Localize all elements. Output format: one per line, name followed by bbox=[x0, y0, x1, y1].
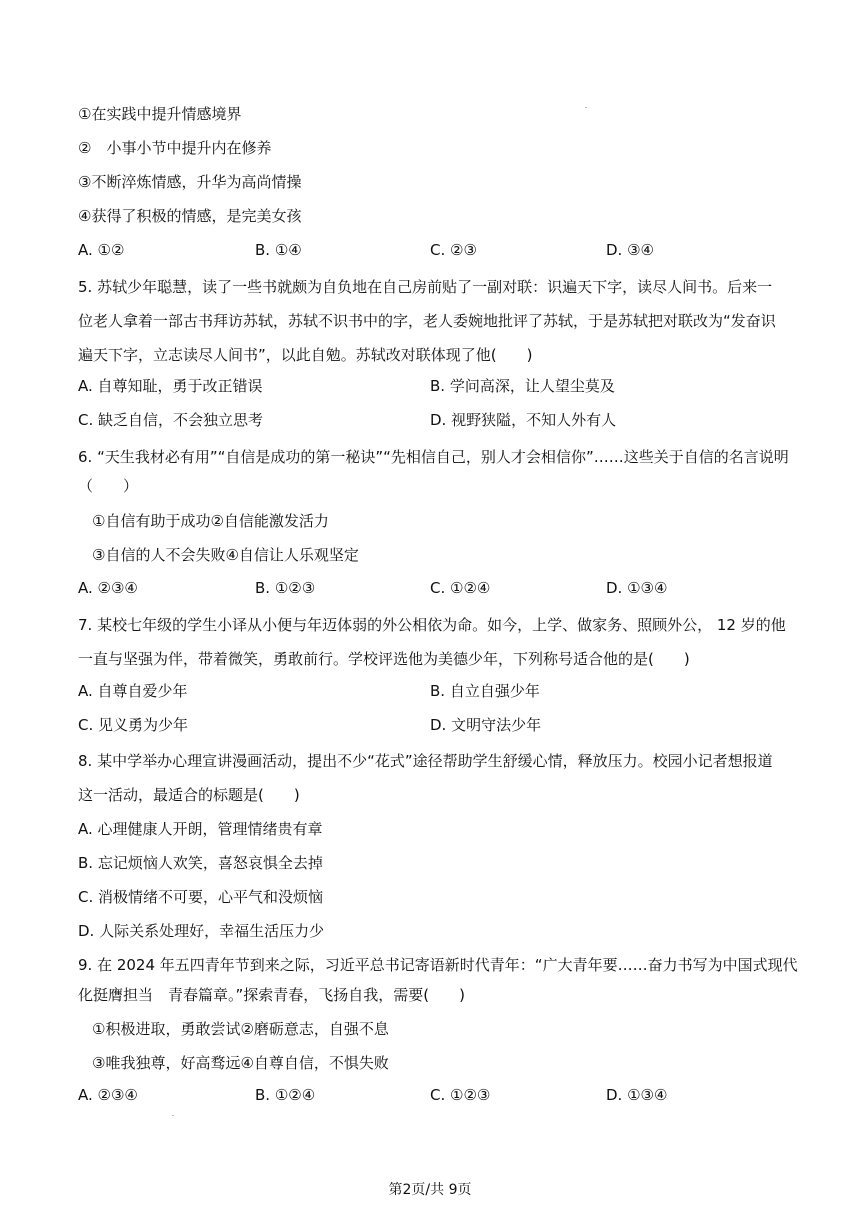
question-9-text: 9. 在 2024 年五四青年节到来之际，习近平总书记寄语新时代青年：“广大青年要……奋力书写为中国式现代 bbox=[78, 956, 798, 974]
question-6-text: （ ） bbox=[78, 477, 139, 495]
option-c[interactable]: C. ①②③ bbox=[430, 1086, 491, 1104]
option-b[interactable]: B. 忘记烦恼人欢笑，喜怒哀惧全去掉 bbox=[78, 854, 323, 872]
statement-line: ①积极进取，勇敢尝试②磨砺意志，自强不息 bbox=[92, 1020, 389, 1038]
option-b[interactable]: B. 自立自强少年 bbox=[430, 682, 540, 700]
question-7-text: 7. 某校七年级的学生小译从小便与年迈体弱的外公相依为命。如今，上学、做家务、照顾外公， 12 岁的他 bbox=[78, 616, 786, 634]
option-d[interactable]: D. ①③④ bbox=[606, 579, 668, 597]
scan-speck bbox=[585, 107, 587, 108]
option-a[interactable]: A. 自尊知耻，勇于改正错误 bbox=[78, 377, 263, 395]
option-b[interactable]: B. ①②④ bbox=[255, 1086, 316, 1104]
option-a[interactable]: A. ②③④ bbox=[78, 579, 138, 597]
option-c[interactable]: C. 见义勇为少年 bbox=[78, 716, 189, 734]
question-6-text: 6. “天生我材必有用”“自信是成功的第一秘诀”“先相信自己，别人才会相信你”……这些关于自信的名言说明 bbox=[78, 448, 789, 466]
option-c[interactable]: C. 缺乏自信，不会独立思考 bbox=[78, 411, 264, 429]
option-d[interactable]: D. 人际关系处理好，幸福生活压力少 bbox=[78, 922, 325, 940]
question-7-text: 一直与坚强为伴，带着微笑，勇敢前行。学校评选他为美德少年，下列称号适合他的是( ) bbox=[78, 650, 690, 668]
statement-4: ④获得了积极的情感，是完美女孩 bbox=[78, 207, 302, 225]
option-c[interactable]: C. ②③ bbox=[430, 241, 477, 259]
statement-line: ③唯我独尊，好高骛远④自尊自信，不惧失败 bbox=[92, 1054, 389, 1072]
option-b[interactable]: B. 学问高深，让人望尘莫及 bbox=[430, 377, 615, 395]
question-5-text: 遍天下字，立志读尽人间书”，以此自勉。苏轼改对联体现了他( ) bbox=[78, 346, 533, 364]
option-d[interactable]: D. 文明守法少年 bbox=[430, 716, 542, 734]
option-a[interactable]: A. ②③④ bbox=[78, 1086, 138, 1104]
scan-speck bbox=[172, 1115, 174, 1116]
option-d[interactable]: D. 视野狭隘，不知人外有人 bbox=[430, 411, 617, 429]
question-8-text: 8. 某中学举办心理宣讲漫画活动，提出不少“花式”途径帮助学生舒缓心情，释放压力。校园小记者想报道 bbox=[78, 752, 773, 770]
option-a[interactable]: A. ①② bbox=[78, 241, 125, 259]
page-number: 第2页/共 9页 bbox=[388, 1182, 472, 1198]
question-5-text: 位老人拿着一部古书拜访苏轼，苏轼不识书中的字，老人委婉地批评了苏轼，于是苏轼把对联改为“发奋识 bbox=[78, 312, 776, 330]
option-c[interactable]: C. 消极情绪不可要，心平气和没烦恼 bbox=[78, 888, 324, 906]
option-b[interactable]: B. ①②③ bbox=[255, 579, 316, 597]
question-5-text: 5. 苏轼少年聪慧，读了一些书就颇为自负地在自己房前贴了一副对联：识遍天下字，读尽人间书。后来一 bbox=[78, 278, 773, 296]
statement-line: ③自信的人不会失败④自信让人乐观坚定 bbox=[92, 546, 359, 564]
option-d[interactable]: D. ③④ bbox=[606, 241, 654, 259]
statement-line: ①自信有助于成功②自信能激发活力 bbox=[92, 512, 329, 530]
option-d[interactable]: D. ①③④ bbox=[606, 1086, 668, 1104]
question-9-text: 化挺膺担当 青春篇章。”探索青春，飞扬自我，需要( ) bbox=[78, 986, 465, 1004]
question-8-text: 这一活动，最适合的标题是( ) bbox=[78, 786, 300, 804]
statement-1: ①在实践中提升情感境界 bbox=[78, 105, 242, 123]
statement-2: ② 小事小节中提升内在修养 bbox=[78, 139, 272, 157]
option-c[interactable]: C. ①②④ bbox=[430, 579, 491, 597]
option-a[interactable]: A. 自尊自爱少年 bbox=[78, 682, 188, 700]
option-a[interactable]: A. 心理健康人开朗，管理情绪贵有章 bbox=[78, 820, 323, 838]
statement-3: ③不断淬炼情感，升华为高尚情操 bbox=[78, 173, 302, 191]
option-b[interactable]: B. ①④ bbox=[255, 241, 302, 259]
